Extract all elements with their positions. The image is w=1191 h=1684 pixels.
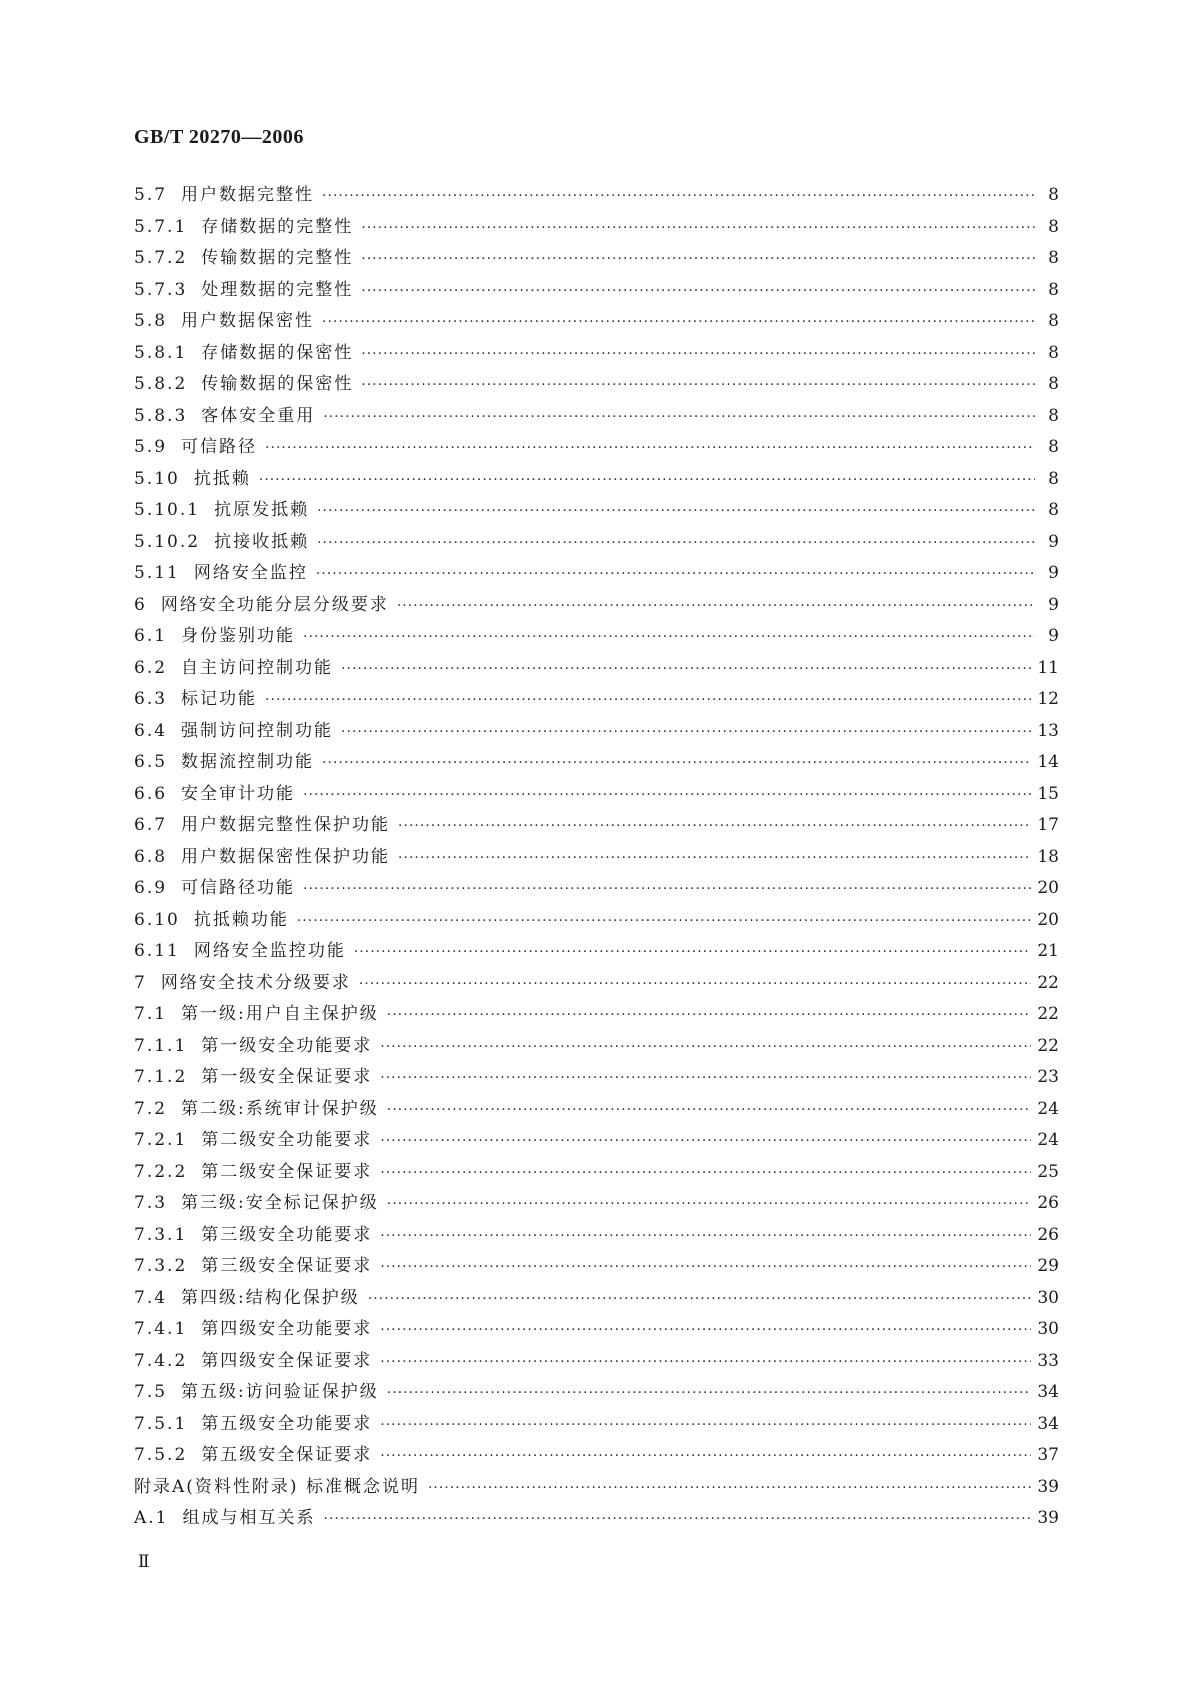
toc-entry-number: 7 <box>134 972 147 993</box>
toc-entry-number: 7.3.2 <box>134 1256 188 1276</box>
toc-entry-title: 可信路径功能 <box>181 878 296 898</box>
toc-leader-dots <box>323 409 1035 425</box>
toc-leader-dots <box>380 1417 1031 1433</box>
toc-entry-number: 6.7 <box>134 815 168 835</box>
toc-entry-page: 37 <box>1037 1445 1059 1465</box>
toc-entry[interactable] <box>134 275 1059 307</box>
toc-entry-number: 6.1 <box>134 626 168 646</box>
toc-entry-page: 8 <box>1048 311 1059 331</box>
toc-entry-page: 30 <box>1037 1287 1059 1308</box>
toc-entry-page: 8 <box>1048 468 1059 489</box>
toc-entry-number: 6 <box>134 594 147 615</box>
toc-entry-number: 7.1.1 <box>134 1035 188 1056</box>
toc-leader-dots <box>428 1480 1031 1496</box>
toc-entry-title: 第二级安全功能要求 <box>201 1130 373 1150</box>
toc-entry[interactable] <box>134 1251 1059 1283</box>
toc-entry-title: 网络安全技术分级要求 <box>160 972 351 993</box>
toc-entry-page: 9 <box>1048 594 1059 615</box>
toc-entry-page: 8 <box>1048 374 1059 394</box>
toc-entry-number: A.1 <box>134 1508 169 1528</box>
toc-entry-number: 7.1.2 <box>134 1067 188 1087</box>
toc-entry[interactable] <box>134 1062 1059 1094</box>
toc-entry-page: 24 <box>1037 1130 1059 1150</box>
toc-entry-title: 抗原发抵赖 <box>214 500 310 520</box>
toc-entry-title: 强制访问控制功能 <box>181 720 334 741</box>
toc-leader-dots <box>297 913 1032 929</box>
toc-entry-page: 21 <box>1037 941 1059 961</box>
toc-entry-number: 5.7 <box>134 185 168 205</box>
toc-entry-title: 第五级:访问验证保护级 <box>181 1382 379 1402</box>
toc-entry-page: 20 <box>1037 878 1059 898</box>
toc-entry-number: 5.7.3 <box>134 279 188 300</box>
toc-leader-dots <box>341 724 1031 740</box>
toc-entry[interactable] <box>134 1283 1059 1315</box>
toc-entry-title: 第三级安全功能要求 <box>201 1224 373 1245</box>
toc-leader-dots <box>380 1133 1031 1149</box>
toc-entry-number: 6.9 <box>134 878 168 898</box>
toc-entry-title: 用户数据完整性 <box>181 185 315 205</box>
toc-entry-title: 抗抵赖 <box>193 468 251 489</box>
toc-entry-number: 5.8 <box>134 311 168 331</box>
toc-entry[interactable] <box>134 180 1059 212</box>
toc-leader-dots <box>380 1039 1031 1055</box>
toc-leader-dots <box>265 692 1031 708</box>
toc-entry-page: 8 <box>1048 185 1059 205</box>
toc-entry-title: 网络安全监控功能 <box>193 941 346 961</box>
toc-leader-dots <box>361 346 1035 362</box>
toc-entry-title: 第五级安全保证要求 <box>201 1445 373 1465</box>
toc-entry-page: 26 <box>1037 1193 1059 1213</box>
toc-entry-number: 7.2.2 <box>134 1161 188 1182</box>
toc-entry-page: 8 <box>1048 279 1059 300</box>
toc-entry[interactable] <box>134 212 1059 244</box>
toc-entry[interactable] <box>134 1440 1059 1472</box>
toc-entry[interactable] <box>134 873 1059 905</box>
toc-entry-number: 6.10 <box>134 909 180 930</box>
toc-entry-page: 8 <box>1048 342 1059 363</box>
toc-leader-dots <box>303 881 1031 897</box>
toc-entry-title: 第三级安全保证要求 <box>201 1256 373 1276</box>
toc-entry[interactable] <box>134 464 1059 496</box>
toc-entry-number: 5.8.1 <box>134 342 188 363</box>
toc-entry[interactable] <box>134 243 1059 275</box>
toc-entry-page: 17 <box>1037 815 1059 835</box>
toc-entry-page: 29 <box>1037 1256 1059 1276</box>
toc-entry-title: 用户数据保密性保护功能 <box>181 846 391 867</box>
toc-entry[interactable] <box>134 1094 1059 1126</box>
toc-entry-title: 第一级安全保证要求 <box>201 1067 373 1087</box>
toc-entry[interactable] <box>134 432 1059 464</box>
toc-entry-page: 11 <box>1037 657 1059 678</box>
toc-entry-title: 标记功能 <box>181 689 258 709</box>
toc-entry-title: 网络安全监控 <box>193 563 308 583</box>
page-footer <box>138 1552 150 1572</box>
toc-entry-page: 9 <box>1048 626 1059 646</box>
toc-leader-dots <box>361 220 1035 236</box>
toc-entry[interactable] <box>134 369 1059 401</box>
toc-entry-title: 处理数据的完整性 <box>201 279 354 300</box>
toc-leader-dots <box>387 1385 1032 1401</box>
toc-entry-title: 第二级安全保证要求 <box>201 1161 373 1182</box>
toc-entry-page: 22 <box>1037 1035 1059 1056</box>
toc-entry-number: 6.5 <box>134 752 168 772</box>
toc-entry-number: 7.5.2 <box>134 1445 188 1465</box>
toc-leader-dots <box>359 976 1032 992</box>
toc-entry-title: 第二级:系统审计保护级 <box>181 1098 379 1119</box>
toc-entry-number: 7.5.1 <box>134 1413 188 1434</box>
toc-entry-number: 6.6 <box>134 783 168 804</box>
toc-entry-page: 22 <box>1037 1004 1059 1024</box>
toc-entry[interactable] <box>134 1157 1059 1189</box>
toc-entry-number: 7.2.1 <box>134 1130 188 1150</box>
toc-leader-dots <box>341 661 1031 677</box>
toc-entry-number: 7.4.2 <box>134 1350 188 1371</box>
toc-leader-dots <box>322 188 1035 204</box>
toc-entry-number: 7.3 <box>134 1193 168 1213</box>
toc-entry-page: 8 <box>1048 500 1059 520</box>
toc-entry-page: 13 <box>1037 720 1059 741</box>
toc-entry[interactable] <box>134 936 1059 968</box>
toc-leader-dots <box>354 944 1032 960</box>
toc-leader-dots <box>380 1354 1031 1370</box>
toc-entry[interactable] <box>134 1125 1059 1157</box>
toc-entry-title: 第四级安全功能要求 <box>201 1319 373 1339</box>
toc-leader-dots <box>324 1511 1032 1527</box>
toc-entry-number: 6.3 <box>134 689 168 709</box>
toc-entry[interactable] <box>134 558 1059 590</box>
toc-leader-dots <box>387 1102 1032 1118</box>
toc-entry-title: 身份鉴别功能 <box>181 626 296 646</box>
toc-entry[interactable] <box>134 716 1059 748</box>
toc-leader-dots <box>380 1228 1031 1244</box>
toc-entry-title: 第四级:结构化保护级 <box>181 1287 360 1308</box>
toc-entry-page: 24 <box>1037 1098 1059 1119</box>
toc-leader-dots <box>316 566 1035 582</box>
toc-entry[interactable] <box>134 747 1059 779</box>
toc-entry-title: 第一级安全功能要求 <box>201 1035 373 1056</box>
toc-entry-page: 8 <box>1048 437 1059 457</box>
toc-entry-title: 自主访问控制功能 <box>181 657 334 678</box>
toc-entry-page: 34 <box>1037 1413 1059 1434</box>
toc-entry[interactable] <box>134 999 1059 1031</box>
toc-entry[interactable] <box>134 1314 1059 1346</box>
toc-entry-appendix[interactable] <box>134 1472 1059 1504</box>
toc-entry-page: 8 <box>1048 405 1059 426</box>
toc-entry-page: 15 <box>1037 783 1059 804</box>
toc-leader-dots <box>380 1165 1031 1181</box>
toc-entry-number: 5.9 <box>134 437 168 457</box>
toc-entry-page: 30 <box>1037 1319 1059 1339</box>
toc-leader-dots <box>387 1007 1032 1023</box>
toc-entry-number: 6.2 <box>134 657 168 678</box>
page-number: Ⅱ <box>138 1552 150 1571</box>
toc-entry-page: 22 <box>1037 972 1059 993</box>
toc-leader-dots <box>380 1322 1031 1338</box>
toc-entry-number: 6.4 <box>134 720 168 741</box>
toc-entry-title: 第五级安全功能要求 <box>201 1413 373 1434</box>
toc-leader-dots <box>303 629 1035 645</box>
toc-entry-title: 抗接收抵赖 <box>214 531 310 552</box>
toc-entry-page: 34 <box>1037 1382 1059 1402</box>
toc-entry-number: 7.2 <box>134 1098 168 1119</box>
toc-entry-title: 用户数据保密性 <box>181 311 315 331</box>
toc-leader-dots <box>259 472 1035 488</box>
toc-entry-page: 23 <box>1037 1067 1059 1087</box>
toc-entry[interactable] <box>134 968 1059 1000</box>
toc-entry-title: 第四级安全保证要求 <box>201 1350 373 1371</box>
toc-entry-number: 5.11 <box>134 563 180 583</box>
toc-entry-number: 5.7.2 <box>134 248 188 268</box>
toc-entry[interactable] <box>134 621 1059 653</box>
toc-leader-dots <box>303 787 1031 803</box>
toc-leader-dots <box>380 1448 1031 1464</box>
toc-entry-title: 传输数据的保密性 <box>201 374 354 394</box>
toc-entry-page: 14 <box>1037 752 1059 772</box>
toc-leader-dots <box>398 818 1031 834</box>
toc-entry[interactable] <box>134 306 1059 338</box>
toc-leader-dots <box>322 755 1031 771</box>
toc-entry-page: 12 <box>1037 689 1059 709</box>
standard-number: GB/T 20270—2006 <box>134 126 304 148</box>
toc-entry[interactable] <box>134 1188 1059 1220</box>
toc-entry[interactable] <box>134 401 1059 433</box>
toc-entry-number: 5.10 <box>134 468 180 489</box>
toc-entry-title: 网络安全功能分层分级要求 <box>160 594 389 615</box>
toc-entry-title: 用户数据完整性保护功能 <box>181 815 391 835</box>
table-of-contents <box>134 180 1059 1535</box>
toc-leader-dots <box>380 1259 1031 1275</box>
toc-entry-title: 安全审计功能 <box>181 783 296 804</box>
toc-entry-number: 5.7.1 <box>134 216 188 237</box>
toc-entry-number: 6.11 <box>134 941 180 961</box>
toc-entry-number: 6.8 <box>134 846 168 867</box>
toc-entry-page: 26 <box>1037 1224 1059 1245</box>
toc-entry-number: 7.5 <box>134 1382 168 1402</box>
toc-entry[interactable] <box>134 495 1059 527</box>
toc-entry-page: 39 <box>1037 1508 1059 1528</box>
toc-entry[interactable] <box>134 810 1059 842</box>
toc-entry[interactable] <box>134 590 1059 622</box>
toc-leader-dots <box>368 1291 1032 1307</box>
toc-entry-title: 第三级:安全标记保护级 <box>181 1193 379 1213</box>
toc-leader-dots <box>317 503 1035 519</box>
toc-entry[interactable] <box>134 1031 1059 1063</box>
toc-entry-title: 客体安全重用 <box>201 405 316 426</box>
toc-entry-title: 存储数据的保密性 <box>201 342 354 363</box>
toc-entry[interactable] <box>134 1377 1059 1409</box>
toc-entry[interactable] <box>134 684 1059 716</box>
toc-entry-title: 传输数据的完整性 <box>201 248 354 268</box>
toc-entry-page: 20 <box>1037 909 1059 930</box>
toc-leader-dots <box>387 1196 1032 1212</box>
toc-entry[interactable] <box>134 653 1059 685</box>
toc-leader-dots <box>361 251 1035 267</box>
toc-entry[interactable] <box>134 1220 1059 1252</box>
toc-leader-dots <box>265 440 1035 456</box>
toc-leader-dots <box>361 377 1035 393</box>
toc-leader-dots <box>380 1070 1031 1086</box>
toc-entry-number: 7.1 <box>134 1004 168 1024</box>
toc-entry-title: 组成与相互关系 <box>182 1508 316 1528</box>
toc-entry-page: 9 <box>1048 531 1059 552</box>
toc-entry-page: 8 <box>1048 248 1059 268</box>
toc-entry-page: 9 <box>1048 563 1059 583</box>
toc-leader-dots <box>322 314 1035 330</box>
toc-entry-title: 附录A(资料性附录) 标准概念说明 <box>134 1476 420 1497</box>
toc-entry-number: 5.8.2 <box>134 374 188 394</box>
toc-leader-dots <box>397 598 1035 614</box>
toc-entry-title: 可信路径 <box>181 437 258 457</box>
toc-entry-number: 7.4 <box>134 1287 168 1308</box>
toc-entry[interactable] <box>134 1346 1059 1378</box>
toc-entry[interactable] <box>134 338 1059 370</box>
toc-entry-number: 5.10.1 <box>134 500 201 520</box>
toc-entry-title: 存储数据的完整性 <box>201 216 354 237</box>
toc-leader-dots <box>317 535 1035 551</box>
toc-entry[interactable] <box>134 905 1059 937</box>
toc-entry-page: 18 <box>1037 846 1059 867</box>
toc-entry-page: 33 <box>1037 1350 1059 1371</box>
toc-entry-title: 第一级:用户自主保护级 <box>181 1004 379 1024</box>
document-header <box>134 126 304 149</box>
toc-entry-title: 数据流控制功能 <box>181 752 315 772</box>
toc-entry[interactable] <box>134 1503 1059 1535</box>
toc-entry-number: 5.8.3 <box>134 405 188 426</box>
toc-entry[interactable] <box>134 779 1059 811</box>
toc-entry-number: 5.10.2 <box>134 531 201 552</box>
toc-entry[interactable] <box>134 527 1059 559</box>
toc-entry-page: 25 <box>1037 1161 1059 1182</box>
toc-entry[interactable] <box>134 1409 1059 1441</box>
toc-entry[interactable] <box>134 842 1059 874</box>
toc-entry-number: 7.3.1 <box>134 1224 188 1245</box>
toc-entry-page: 8 <box>1048 216 1059 237</box>
toc-leader-dots <box>361 283 1035 299</box>
toc-leader-dots <box>398 850 1031 866</box>
toc-entry-page: 39 <box>1037 1476 1059 1497</box>
toc-entry-title: 抗抵赖功能 <box>193 909 289 930</box>
toc-entry-number: 7.4.1 <box>134 1319 188 1339</box>
